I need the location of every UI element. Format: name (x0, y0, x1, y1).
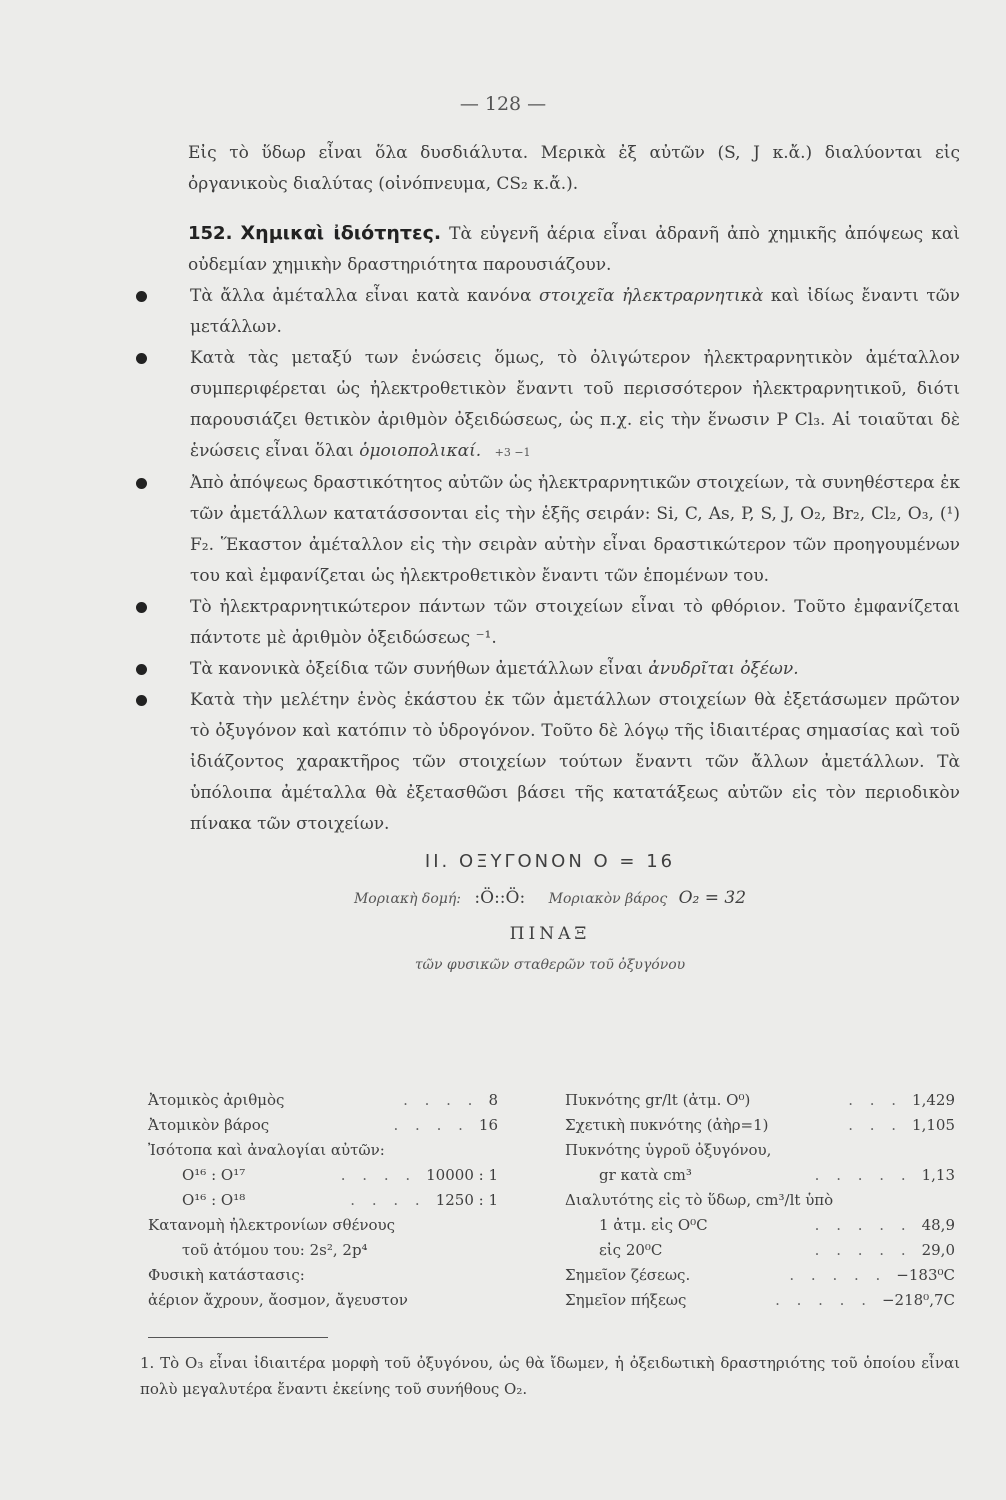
table-row (148, 1263, 498, 1288)
bullet-1-text: Τὰ ἄλλα ἀμέταλλα εἶναι κατὰ κανόνα (190, 286, 540, 306)
page-number: — 128 — (459, 93, 547, 115)
leader-dots: . . . . (340, 1166, 417, 1184)
bullet-paragraph-3 (140, 468, 960, 592)
table-row (565, 1213, 955, 1238)
bullet-icon (136, 602, 147, 613)
bullet-paragraph-6 (140, 685, 960, 840)
table-row (565, 1188, 955, 1213)
table-value: 1,13 (921, 1166, 955, 1184)
bullet-paragraph-2 (140, 343, 960, 468)
table-value-group (341, 1163, 498, 1188)
table-value-group (488, 1288, 498, 1313)
leader-dots: . . . . (403, 1091, 479, 1109)
table-value: 1,105 (912, 1116, 955, 1134)
bullet-3-text: Ἀπὸ ἀπόψεως δραστικότητος αὐτῶν ὡς ἠλεκτραρνητικῶν στοιχείων, τὰ συνηθέστερα ἐκ τῶν ἀμετάλλων κατατάσσονται εἰς τὴν ἑξῆς σειράν: Si, C, As, P, S, J, O₂, Br₂, Cl₂, O₃, (¹) F₂. Ἕκαστον ἀμέταλλον εἰς τὴν σειρὰν αὐτὴν εἶναι δραστικώτερον τῶν προηγουμένων του καὶ ἐμφανίζεται ὡς ἠλεκτροθετικὸν ἔναντι τῶν ἑπομένων του. (190, 473, 960, 586)
bullet-5-emphasis: ἀνυδρῖται ὀξέων. (648, 659, 799, 679)
table-row (148, 1288, 498, 1313)
table-label: τοῦ ἀτόμου του: 2s², 2p⁴ (182, 1241, 368, 1259)
molecular-structure-line (140, 883, 960, 915)
table-row (148, 1138, 498, 1163)
footnote: 1. Τὸ O₃ εἶναι ἰδιαιτέρα μορφὴ τοῦ ὀξυγόνου, ὡς θὰ ἴδωμεν, ἡ ὀξειδωτικὴ δραστηριότης τοῦ ὁποίου εἶναι πολὺ μεγαλυτέρα ἔναντι ἐκείνης τοῦ συνήθους O₂. (140, 1354, 960, 1398)
structure-formula: :Ö::Ö: (474, 888, 526, 908)
bullet-paragraph-5 (140, 654, 960, 685)
table-value: −218⁰,7C (881, 1291, 955, 1309)
table-label: ἀέριον ἄχρουν, ἄοσμον, ἄγευστον (148, 1291, 408, 1309)
table-label: Φυσικὴ κατάστασις: (148, 1266, 305, 1284)
table-label: Ἀτομικὸς ἀριθμὸς (148, 1091, 285, 1109)
table-value-group (848, 1088, 955, 1113)
bullet-icon (136, 664, 147, 675)
table-label: Σχετικὴ πυκνότης (ἀὴρ=1) (565, 1116, 769, 1134)
main-text (140, 138, 960, 981)
bullet-1-text-end: καὶ ἰδίως ἔναντι τῶν μετάλλων. (190, 286, 960, 337)
leader-dots: . . . (848, 1116, 903, 1134)
table-value: 8 (488, 1091, 498, 1109)
table-row (148, 1163, 498, 1188)
bullet-1-emphasis: στοιχεῖα ἠλεκτραρνητικὰ (539, 286, 764, 306)
intro-paragraph: Εἰς τὸ ὕδωρ εἶναι ὅλα δυσδιάλυτα. Μερικὰ ἐξ αὐτῶν (S, J κ.ἄ.) διαλύονται εἰς ὀργανικοὺς διαλύτας (οἰνόπνευμα, CS₂ κ.ἄ.). (188, 143, 960, 194)
table-row (148, 1088, 498, 1113)
table-label: εἰς 20⁰C (599, 1241, 663, 1259)
table-value-group (488, 1238, 498, 1263)
section-152 (140, 218, 960, 281)
table-label: Πυκνότης gr/lt (ἀτμ. O⁰) (565, 1091, 751, 1109)
bullet-icon (136, 291, 147, 302)
table-value-group (945, 1188, 955, 1213)
table-row (148, 1213, 498, 1238)
table-row (565, 1263, 955, 1288)
table-value-group (945, 1138, 955, 1163)
bullet-icon (136, 695, 147, 706)
bullet-4-text: Τὸ ἠλεκτραρνητικώτερον πάντων τῶν στοιχείων εἶναι τὸ φθόριον. Τοῦτο ἐμφανίζεται πάντοτε μὲ ἀριθμὸν ὀξειδώσεως ⁻¹. (190, 597, 960, 648)
bullet-5-text: Τὰ κανονικὰ ὀξείδια τῶν συνήθων ἀμετάλλων εἶναι (190, 659, 649, 679)
table-value: 48,9 (921, 1216, 955, 1234)
table-value: 1,429 (912, 1091, 955, 1109)
table-label: Κατανομὴ ἠλεκτρονίων σθένους (148, 1216, 396, 1234)
leader-dots: . . . . . (814, 1241, 912, 1259)
table-value-group (394, 1113, 498, 1138)
table-row (565, 1163, 955, 1188)
section-title: Χημικαὶ ἰδιότητες. (240, 222, 442, 244)
table-value: −183⁰C (896, 1266, 955, 1284)
bullet-paragraph-4 (140, 592, 960, 654)
section-text: Τὰ εὐγενῆ ἀέρια εἶναι ἀδρανῆ ἀπὸ χημικῆς ἀπόψεως καὶ οὐδεμίαν χημικὴν δραστηριότητα παρουσιάζουν. (188, 224, 960, 275)
table-value: 10000 : 1 (426, 1166, 498, 1184)
table-label: O¹⁶ : O¹⁷ (182, 1166, 246, 1184)
structure-label: Μοριακὴ δομή: (353, 891, 461, 907)
bullet-6-text: Κατὰ τὴν μελέτην ἑνὸς ἑκάστου ἐκ τῶν ἀμετάλλων στοιχείων θὰ ἐξετάσωμεν πρῶτον τὸ ὀξυγόνον καὶ κατόπιν τὸ ὑδρογόνον. Τοῦτο δὲ λόγῳ τῆς ἰδιαιτέρας σημασίας καὶ τοῦ ἰδιάζοντος χαρακτῆρος τῶν στοιχείων τούτων ἔναντι τῶν ἄλλων ἀμετάλλων. Τὰ ὑπόλοιπα ἀμέταλλα θὰ ἐξετασθῶσι βάσει τῆς κατατάξεως αὐτῶν εἰς τὸν περιοδικὸν πίνακα τῶν στοιχείων. (190, 690, 960, 834)
table-value: 16 (478, 1116, 498, 1134)
table-label: Διαλυτότης εἰς τὸ ὕδωρ, cm³/lt ὑπὸ (565, 1191, 834, 1209)
table-row (565, 1238, 955, 1263)
table-row (148, 1113, 498, 1138)
bullet-paragraph-1 (140, 281, 960, 343)
table-row (565, 1288, 955, 1313)
table-value: 29,0 (921, 1241, 955, 1259)
section-number: 152. (188, 223, 233, 244)
leader-dots: . . . (848, 1091, 903, 1109)
table-row (565, 1113, 955, 1138)
table-value-group (403, 1088, 498, 1113)
table-title: ΠΙΝΑΞ (509, 924, 591, 944)
weight-value: O₂ = 32 (678, 888, 747, 908)
oxygen-heading: ΙΙ. ΟΞΥΓΟΝΟΝ Ο = 16 (424, 851, 676, 872)
leader-dots: . . . . . (814, 1216, 912, 1234)
table-row (565, 1088, 955, 1113)
table-right-column (565, 1088, 955, 1313)
table-label: Ἀτομικὸν βάρος (148, 1116, 270, 1134)
bullet-2-text: Κατὰ τὰς μεταξύ των ἑνώσεις ὅμως, τὸ ὀλιγώτερον ἠλεκτραρνητικὸν ἀμέταλλον συμπεριφέρεται ὡς ἠλεκτροθετικὸν ἔναντι τοῦ περισσότερον ἠλεκτραρνητικοῦ, διότι παρουσιάζει θετικὸν ἀριθμὸν ὀξειδώσεως, ὡς π.χ. εἰς τὴν ἕνωσιν P Cl₃. Αἱ τοιαῦται δὲ ἑνώσεις εἶναι ὅλαι (190, 348, 960, 461)
table-value-group (488, 1138, 498, 1163)
table-label: Σημεῖον ζέσεως. (565, 1266, 691, 1284)
table-label: Πυκνότης ὑγροῦ ὀξυγόνου, (565, 1141, 772, 1159)
bullet-icon (136, 353, 147, 364)
table-value-group (848, 1113, 955, 1138)
table-row (565, 1138, 955, 1163)
table-value-group (815, 1213, 955, 1238)
table-label: gr κατὰ cm³ (599, 1166, 692, 1184)
table-row (148, 1188, 498, 1213)
table-value-group (350, 1188, 498, 1213)
footnote-divider (148, 1337, 328, 1338)
leader-dots: . . . . . (789, 1266, 887, 1284)
table-value-group (815, 1163, 955, 1188)
table-label: Ἰσότοπα καὶ ἀναλογίαι αὐτῶν: (148, 1141, 385, 1159)
table-value-group (488, 1213, 498, 1238)
bullet-2-emphasis: ὁμοιοπολικαί. (359, 441, 482, 461)
table-value-group (488, 1263, 498, 1288)
leader-dots: . . . . . (814, 1166, 912, 1184)
table-left-column (148, 1088, 498, 1313)
table-label: 1 ἀτμ. εἰς O⁰C (599, 1216, 708, 1234)
table-value-group (815, 1238, 955, 1263)
weight-label: Μοριακὸν βάρος (548, 891, 668, 907)
oxidation-charges: +3 −1 (494, 446, 531, 459)
leader-dots: . . . . . (775, 1291, 872, 1309)
table-value-group (775, 1288, 955, 1313)
table-subtitle: τῶν φυσικῶν σταθερῶν τοῦ ὀξυγόνου (414, 957, 686, 973)
table-row (148, 1238, 498, 1263)
table-label: O¹⁶ : O¹⁸ (182, 1191, 246, 1209)
leader-dots: . . . . (393, 1116, 469, 1134)
leader-dots: . . . . (350, 1191, 426, 1209)
table-label: Σημεῖον πήξεως (565, 1291, 687, 1309)
table-value-group (789, 1263, 955, 1288)
bullet-icon (136, 478, 147, 489)
table-value: 1250 : 1 (435, 1191, 498, 1209)
